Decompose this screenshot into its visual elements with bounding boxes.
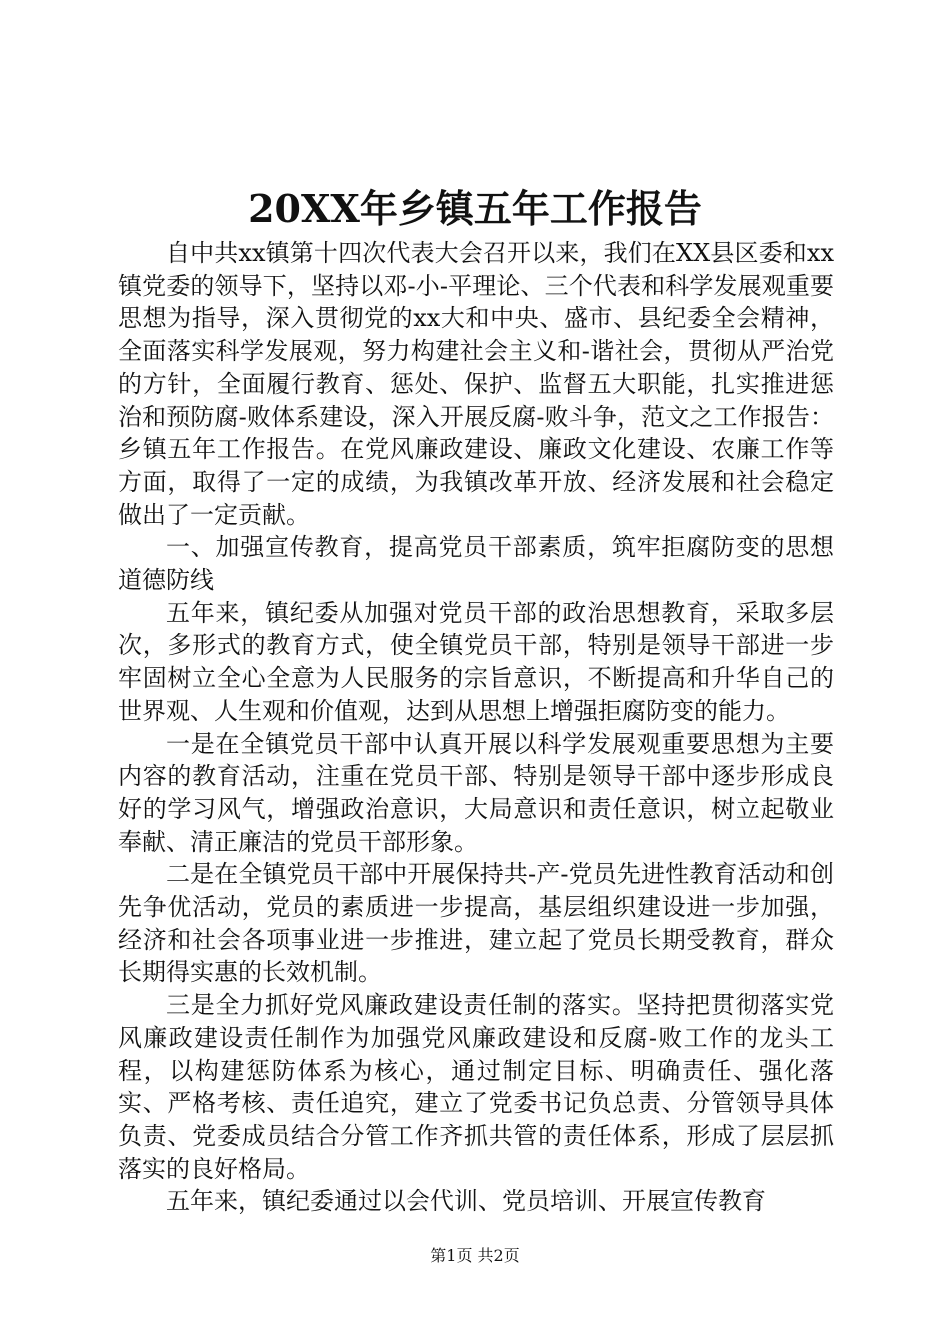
paragraph: 一是在全镇党员干部中认真开展以科学发展观重要思想为主要内容的教育活动，注重在党员干部、特别是领导干部中逐步形成良好的学习风气，增强政治意识，大局意识和责任意识，树立起敬业奉献、清正廉洁的党员干部形象。 xyxy=(118,729,834,856)
document-title: 20XX年乡镇五年工作报告 xyxy=(248,186,702,231)
page-number-footer: 第1页 共2页 xyxy=(430,1246,520,1265)
paragraph-intro: 自中共xx镇第十四次代表大会召开以来，我们在XX县区委和xx镇党委的领导下，坚持以邓-小-平理论、三个代表和科学发展观重要思想为指导，深入贯彻党的xx大和中央、盛市、县纪委全会精神，全面落实科学发展观，努力构建社会主义和-谐社会，贯彻从严治党的方针，全面履行教育、惩处、保护、监督五大职能，扎实推进惩治和预防腐-败体系建设，深入开展反腐-败斗争，范文之工作报告：乡镇五年工作报告。在党风廉政建设、廉政文化建设、农廉工作等方面，取得了一定的成绩，为我镇改革开放、经济发展和社会稳定做出了一定贡献。 xyxy=(118,239,834,529)
paragraph: 三是全力抓好党风廉政建设责任制的落实。坚持把贯彻落实党风廉政建设责任制作为加强党风廉政建设和反腐-败工作的龙头工程，以构建惩防体系为核心，通过制定目标、明确责任、强化落实、严格考核、责任追究，建立了党委书记负总责、分管领导具体负责、党委成员结合分管工作齐抓共管的责任体系，形成了层层抓落实的良好格局。 xyxy=(118,991,834,1183)
paragraph: 二是在全镇党员干部中开展保持共-产-党员先进性教育活动和创先争优活动，党员的素质进一步提高，基层组织建设进一步加强，经济和社会各项事业进一步推进，建立起了党员长期受教育，群众长期得实惠的长效机制。 xyxy=(118,860,834,987)
paragraph: 五年来，镇纪委从加强对党员干部的政治思想教育，采取多层次，多形式的教育方式，使全镇党员干部，特别是领导干部进一步牢固树立全心全意为人民服务的宗旨意识，不断提高和升华自己的世界观、人生观和价值观，达到从思想上增强拒腐防变的能力。 xyxy=(118,598,834,725)
section-heading-1: 一、加强宣传教育，提高党员干部素质，筑牢拒腐防变的思想道德防线 xyxy=(118,533,834,595)
paragraph: 五年来，镇纪委通过以会代训、党员培训、开展宣传教育 xyxy=(166,1187,766,1216)
document-body xyxy=(118,237,834,1218)
